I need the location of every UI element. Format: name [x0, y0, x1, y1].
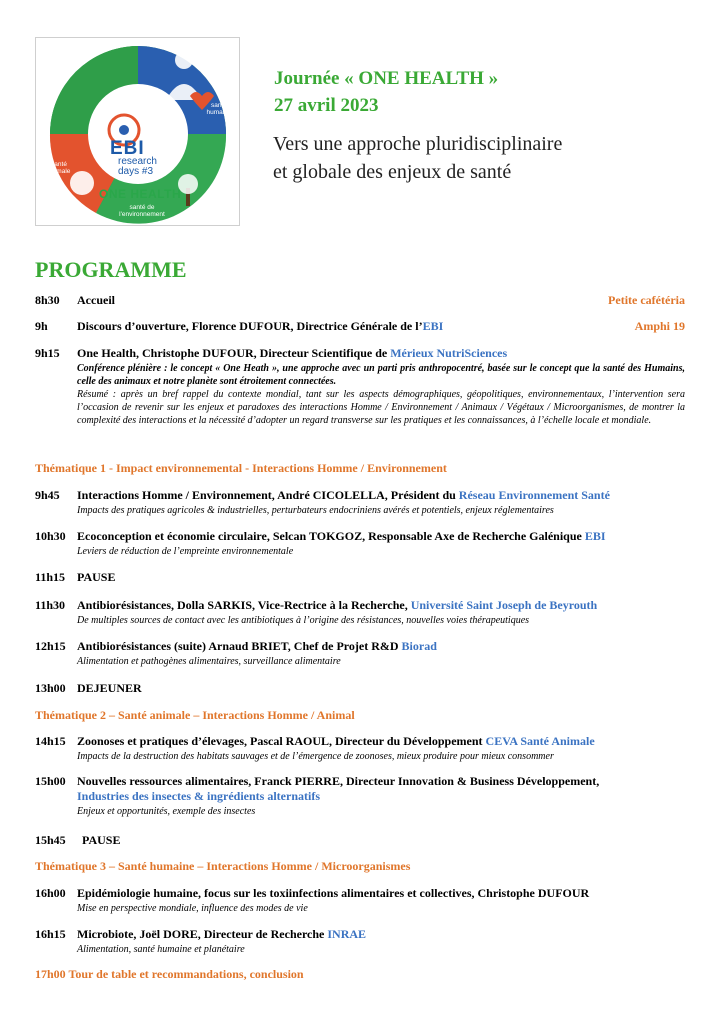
- session-summary: Résumé : après un bref rappel du contexte mondial, tant sur les aspects démographiques, géopolitiques, environnementaux, l’intervention sera l’occasion de revenir sur les enjeux et paradoxes des interactions Homme / Environnement / Animaux / Végétaux / Microorganismes, de montrer la complexité des interactions et la nécessité d’adopter un regard transverse sur les pratiques et les connaissances, à l’échelle locale et mondiale.: [77, 389, 685, 426]
- session-time: 12h15: [35, 639, 66, 653]
- session-time: 11h15: [35, 570, 66, 584]
- session-title: Nouvelles ressources alimentaires, Franck PIERRE, Directeur Innovation & Business Développement,: [77, 774, 600, 788]
- session-title: Discours d’ouverture, Florence DUFOUR, Directrice Générale de l’: [77, 319, 423, 333]
- organization-link[interactable]: EBI: [584, 529, 606, 543]
- logo-label-human: santé humaine: [206, 102, 232, 116]
- session-title: Microbiote, Joël DORE, Directeur de Recherche: [77, 927, 328, 941]
- organization-link[interactable]: Industries des insectes & ingrédients alternatifs: [77, 789, 320, 803]
- subtitle-line-2: et globale des enjeux de santé: [273, 161, 512, 183]
- session-time: 10h30: [35, 529, 66, 543]
- session-description: Alimentation et pathogènes alimentaires, surveillance alimentaire: [77, 656, 341, 667]
- theme-1-heading: Thématique 1 - Impact environnemental - Interactions Homme / Environnement: [35, 461, 447, 475]
- programme-heading: PROGRAMME: [35, 257, 187, 282]
- session-description: Leviers de réduction de l’empreinte environnementale: [77, 546, 294, 557]
- plenary-description: Conférence plénière : le concept « One Heath », une approche avec un parti pris anthropocentré, basée sur le concept que la santé des Humains, celle des animaux et notre planète sont étroitement connectées.: [77, 363, 685, 387]
- session-description: Impacts de la destruction des habitats sauvages et de l’émergence de zoonoses, mieux produire pour mieux consommer: [77, 751, 554, 762]
- organization-link[interactable]: Mérieux NutriSciences: [390, 346, 508, 360]
- logo-one-health-text: ONE HEALTH: [99, 187, 182, 201]
- session-title: Ecoconception et économie circulaire, Selcan TOKGOZ, Responsable Axe de Recherche Galénique: [77, 529, 585, 543]
- event-date: 27 avril 2023: [274, 95, 379, 116]
- session-description: Enjeux et opportunités, exemple des insectes: [77, 806, 256, 817]
- logo-days-text: days #3: [118, 166, 154, 177]
- session-description: Alimentation, santé humaine et planétaire: [77, 944, 245, 955]
- session-time: 9h: [35, 319, 48, 333]
- session-time: 16h00: [35, 886, 66, 900]
- logo-ebi-text: EBI: [110, 138, 145, 159]
- session-time: 9h45: [35, 488, 60, 502]
- session-title: DEJEUNER: [77, 681, 142, 695]
- organization-link[interactable]: CEVA Santé Animale: [485, 734, 595, 748]
- session-description: Impacts des pratiques agricoles & industrielles, perturbateurs endocriniens avérés et potentiels, enjeux réglementaires: [77, 505, 554, 516]
- closing-session: 17h00 Tour de table et recommandations, conclusion: [35, 967, 304, 981]
- session-title: Antibiorésistances (suite) Arnaud BRIET, Chef de Projet R&D: [77, 639, 402, 653]
- event-title: Journée « ONE HEALTH »: [274, 68, 499, 89]
- session-time: 14h15: [35, 734, 66, 748]
- session-title: Accueil: [77, 293, 115, 307]
- logo-label-animal: santé animale: [47, 161, 71, 175]
- session-description: De multiples sources de contact avec les antibiotiques à l’origine des résistances, nouvelles voies thérapeutiques: [77, 615, 530, 626]
- logo-research-text: research: [118, 156, 157, 167]
- session-time: 16h15: [35, 927, 66, 941]
- session-title: One Health, Christophe DUFOUR, Directeur Scientifique de: [77, 346, 391, 360]
- session-time: 13h00: [35, 681, 66, 695]
- session-time: 15h45: [35, 833, 66, 847]
- session-time: 8h30: [35, 293, 60, 307]
- organization-link[interactable]: INRAE: [327, 927, 367, 941]
- session-title: Zoonoses et pratiques d’élevages, Pascal RAOUL, Directeur du Développement: [77, 734, 486, 748]
- session-description: Mise en perspective mondiale, influence des modes de vie: [77, 903, 308, 914]
- session-title: Interactions Homme / Environnement, André CICOLELLA, Président du: [77, 488, 459, 502]
- session-time: 9h15: [35, 346, 60, 360]
- session-time: 11h30: [35, 598, 66, 612]
- session-time: 15h00: [35, 774, 66, 788]
- session-title: Epidémiologie humaine, focus sur les toxiinfections alimentaires et collectives, Christophe DUFOUR: [77, 886, 590, 900]
- theme-3-heading: Thématique 3 – Santé humaine – Interactions Homme / Microorganismes: [35, 859, 411, 873]
- organization-link[interactable]: Biorad: [401, 639, 437, 653]
- session-location: Amphi 19: [634, 319, 685, 333]
- subtitle-line-1: Vers une approche pluridisciplinaire: [273, 133, 563, 155]
- ebi-research-days-logo: [35, 37, 240, 226]
- session-title: Antibiorésistances, Dolla SARKIS, Vice-Rectrice à la Recherche,: [77, 598, 411, 612]
- session-location: Petite cafétéria: [608, 293, 685, 307]
- session-title: PAUSE: [77, 570, 116, 584]
- organization-link[interactable]: Université Saint Joseph de Beyrouth: [410, 598, 598, 612]
- organization-link[interactable]: Réseau Environnement Santé: [458, 488, 610, 502]
- theme-2-heading: Thématique 2 – Santé animale – Interactions Homme / Animal: [35, 708, 355, 722]
- organization-link[interactable]: EBI: [422, 319, 444, 333]
- session-title: PAUSE: [82, 833, 121, 847]
- logo-label-environment: santé de l'environnement: [119, 204, 165, 218]
